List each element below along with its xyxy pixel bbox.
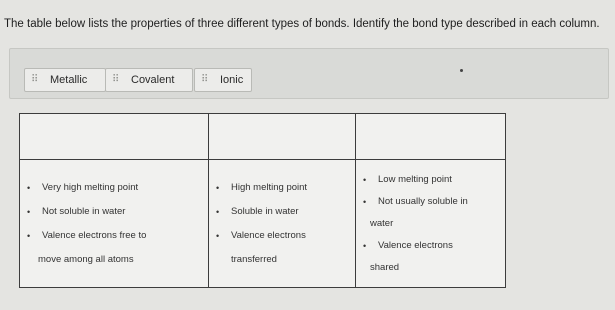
property-item: • Not soluble in water xyxy=(42,200,204,224)
choice-covalent[interactable] xyxy=(105,68,193,92)
choice-ionic[interactable] xyxy=(194,68,252,92)
property-item: • Soluble in water xyxy=(231,200,351,224)
bullet-icon: • xyxy=(363,196,367,207)
choice-label: Covalent xyxy=(131,74,175,86)
bullet-icon: • xyxy=(363,174,367,185)
properties-cell-column-3 xyxy=(356,160,506,288)
bullet-icon: • xyxy=(216,206,220,217)
drag-handle-icon: ⠿ xyxy=(201,74,208,85)
drag-handle-icon: ⠿ xyxy=(112,74,119,85)
drop-zone-column-1[interactable] xyxy=(20,114,209,160)
bullet-icon: • xyxy=(216,230,220,241)
property-item: • Valence electrons free to move among all atoms xyxy=(42,224,204,272)
property-item: • Not usually soluble in water xyxy=(378,191,501,235)
bullet-icon: • xyxy=(27,230,31,241)
drag-handle-icon: ⠿ xyxy=(31,74,38,85)
stray-dot xyxy=(460,69,463,72)
bond-properties-table xyxy=(19,113,506,288)
property-item: • Very high melting point xyxy=(42,176,204,200)
bullet-icon: • xyxy=(216,182,220,193)
properties-cell-column-2 xyxy=(209,160,356,288)
property-item: • Low melting point xyxy=(378,169,501,191)
bullet-icon: • xyxy=(27,182,31,193)
drop-zone-column-3[interactable] xyxy=(356,114,506,160)
choice-label: Metallic xyxy=(50,74,88,86)
drop-zone-row xyxy=(20,114,506,160)
properties-row xyxy=(20,160,506,288)
property-item: • High melting point xyxy=(231,176,351,200)
question-prompt: The table below lists the properties of three different types of bonds. Identify the bond type described in each column. xyxy=(4,18,600,30)
answer-choice-tray xyxy=(9,48,609,99)
choice-metallic[interactable] xyxy=(24,68,106,92)
choice-label: Ionic xyxy=(220,74,244,86)
properties-cell-column-1 xyxy=(20,160,209,288)
bullet-icon: • xyxy=(363,240,367,251)
property-item: • Valence electrons shared xyxy=(378,235,501,279)
bullet-icon: • xyxy=(27,206,31,217)
drop-zone-column-2[interactable] xyxy=(209,114,356,160)
property-item: • Valence electrons transferred xyxy=(231,224,351,272)
